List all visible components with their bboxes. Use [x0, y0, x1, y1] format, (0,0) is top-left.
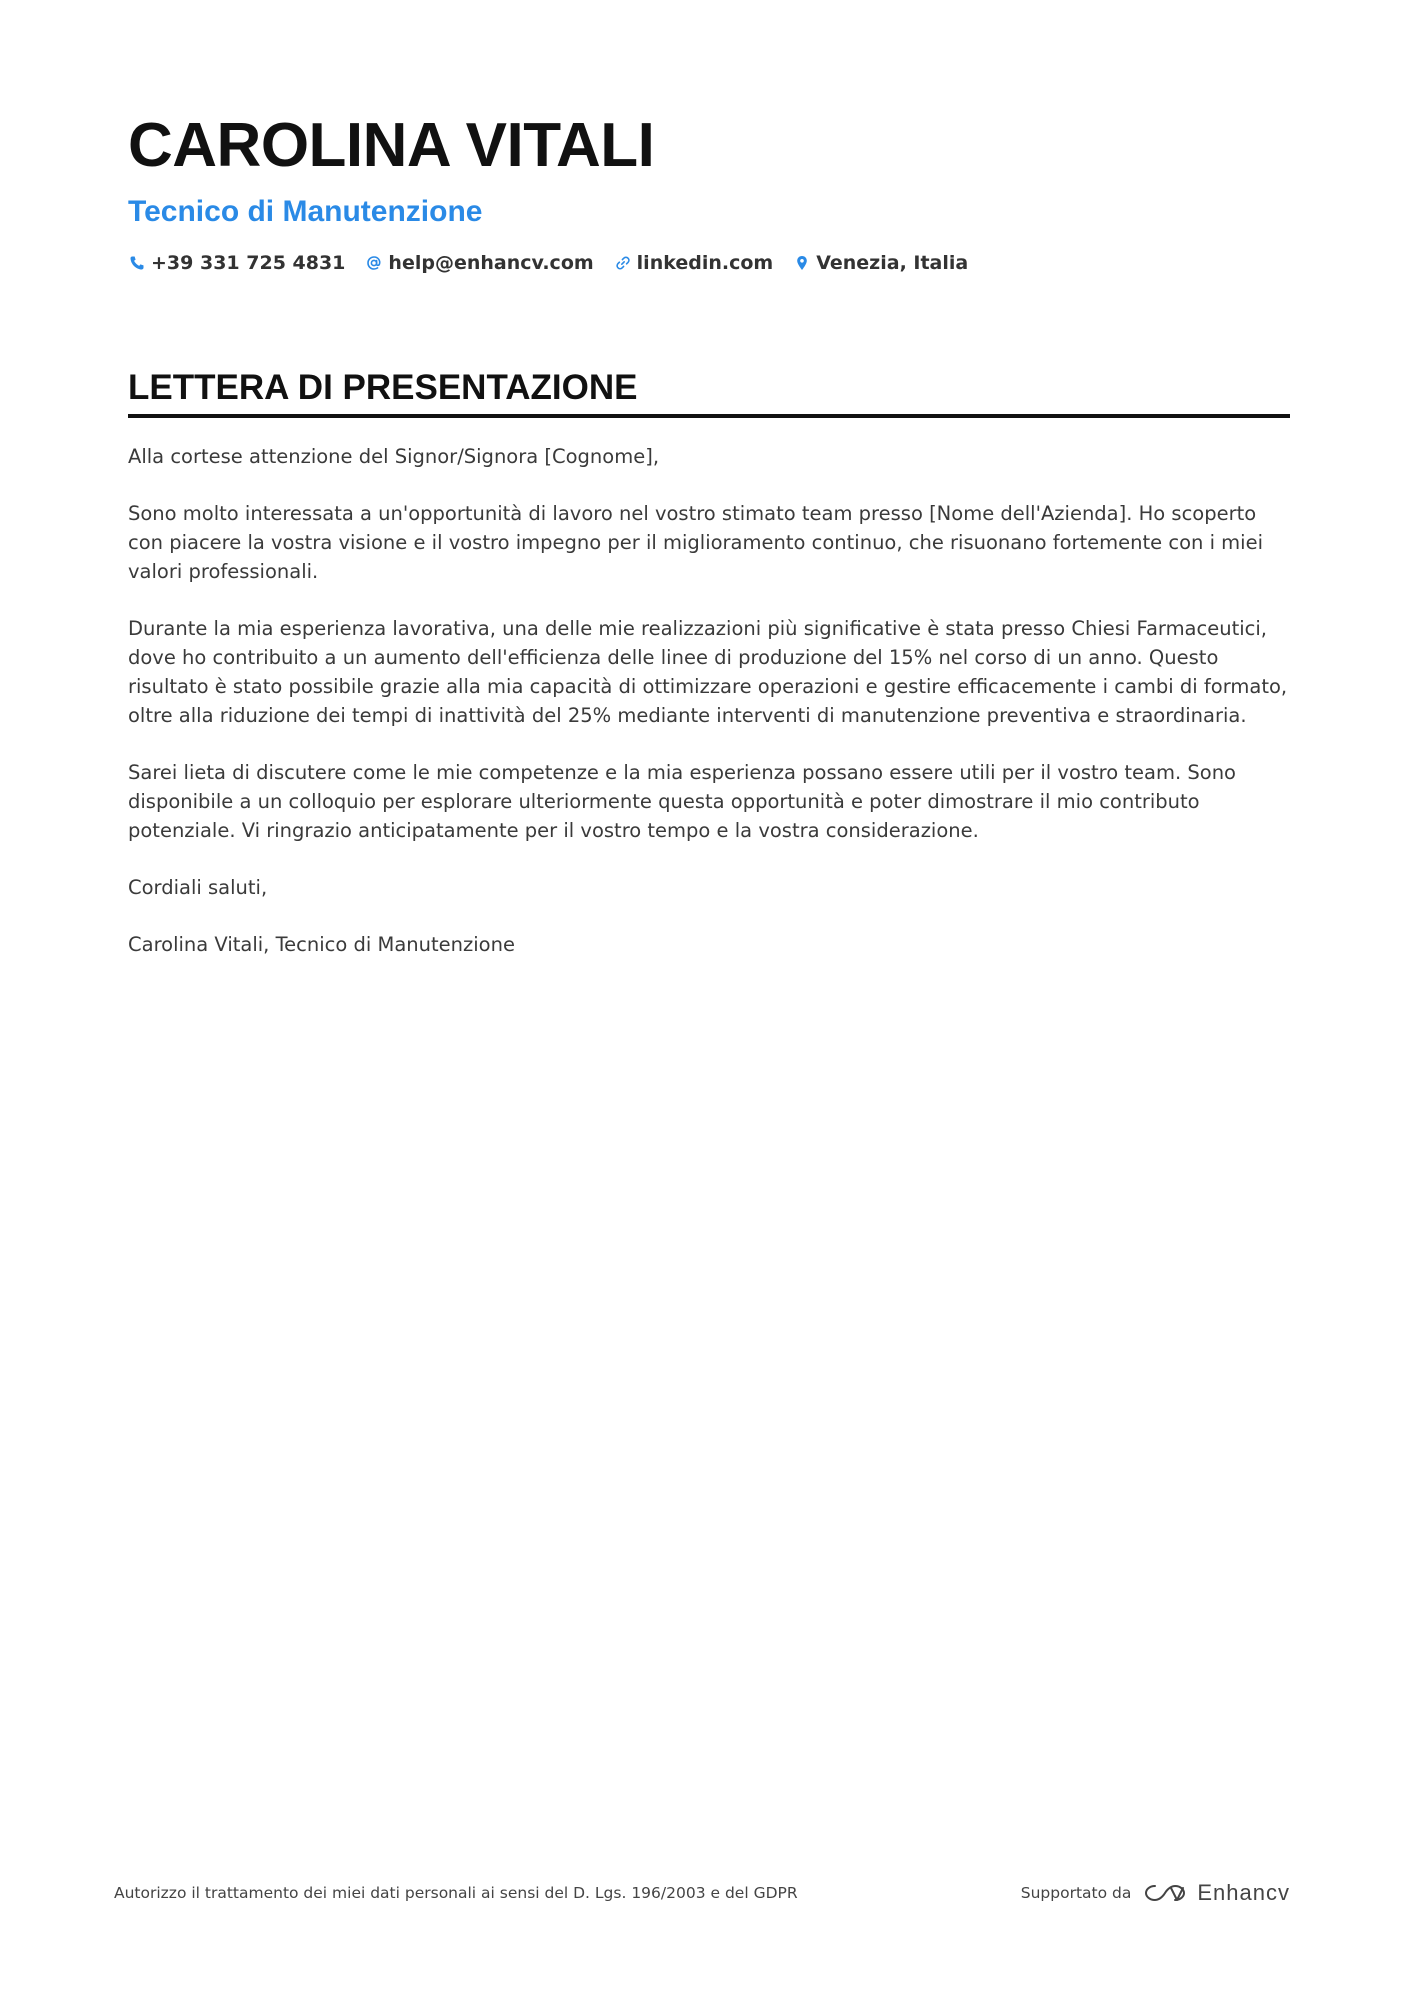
- powered-by[interactable]: [1021, 1880, 1290, 1906]
- contact-linkedin-text: linkedin.com: [636, 252, 774, 274]
- candidate-name: CAROLINA VITALI: [128, 111, 655, 180]
- privacy-consent: Autorizzo il trattamento dei miei dati personali ai sensi del D. Lgs. 196/2003 e del GDPR: [114, 1884, 798, 1902]
- location-pin-icon: [793, 254, 811, 272]
- contact-linkedin[interactable]: [614, 252, 774, 274]
- letter-paragraph: Durante la mia esperienza lavorativa, una delle mie realizzazioni più significative è stata presso Chiesi Farmaceutici, dove ho contribuito a un aumento dell'efficienza delle linee di produzione del 15% nel corso di un anno. Questo risultato è stato possibile grazie alla mia capacità di ottimizzare operazioni e gestire efficacemente i cambi di formato, oltre alla riduzione dei tempi di inattività del 25% mediante interventi di manutenzione preventiva e straordinaria.: [128, 617, 1288, 727]
- letter-paragraph: Sarei lieta di discutere come le mie competenze e la mia esperienza possano essere utili per il vostro team. Sono disponibile a un colloquio per esplorare ulteriormente questa opportunità e poter dimostrare il mio contributo potenziale. Vi ringrazio anticipatamente per il vostro tempo e la vostra considerazione.: [128, 761, 1236, 842]
- contact-email-text: help@enhancv.com: [388, 252, 594, 274]
- letter-body: [128, 442, 1290, 959]
- letter-salutation: Alla cortese attenzione del Signor/Signora [Cognome],: [128, 445, 660, 468]
- contact-email[interactable]: [365, 252, 593, 274]
- powered-by-label: Supportato da: [1020, 1884, 1132, 1902]
- phone-icon: [128, 254, 146, 272]
- section-title: LETTERA DI PRESENTAZIONE: [128, 366, 1290, 418]
- footer: [114, 1880, 1290, 1906]
- at-icon: [365, 254, 383, 272]
- letter-signature: Carolina Vitali, Tecnico di Manutenzione: [128, 933, 515, 956]
- link-icon: [614, 254, 632, 272]
- enhancv-logo-icon: [1143, 1882, 1187, 1904]
- candidate-role: Tecnico di Manutenzione: [128, 195, 483, 228]
- contact-location: [793, 252, 968, 274]
- letter-closing: Cordiali saluti,: [128, 876, 268, 899]
- brand-name: Enhancv: [1197, 1880, 1290, 1905]
- contact-phone: [128, 252, 345, 274]
- cover-letter-section: [128, 366, 1290, 987]
- contact-phone-text: +39 331 725 4831: [151, 252, 346, 274]
- header: [128, 108, 1288, 274]
- contact-location-text: Venezia, Italia: [816, 252, 969, 274]
- contact-row: [128, 252, 1288, 274]
- letter-paragraph: Sono molto interessata a un'opportunità di lavoro nel vostro stimato team presso [Nome dell'Azienda]. Ho scoperto con piacere la vostra visione e il vostro impegno per il miglioramento continuo, che risuonano fortemente con i miei valori professionali.: [128, 502, 1264, 583]
